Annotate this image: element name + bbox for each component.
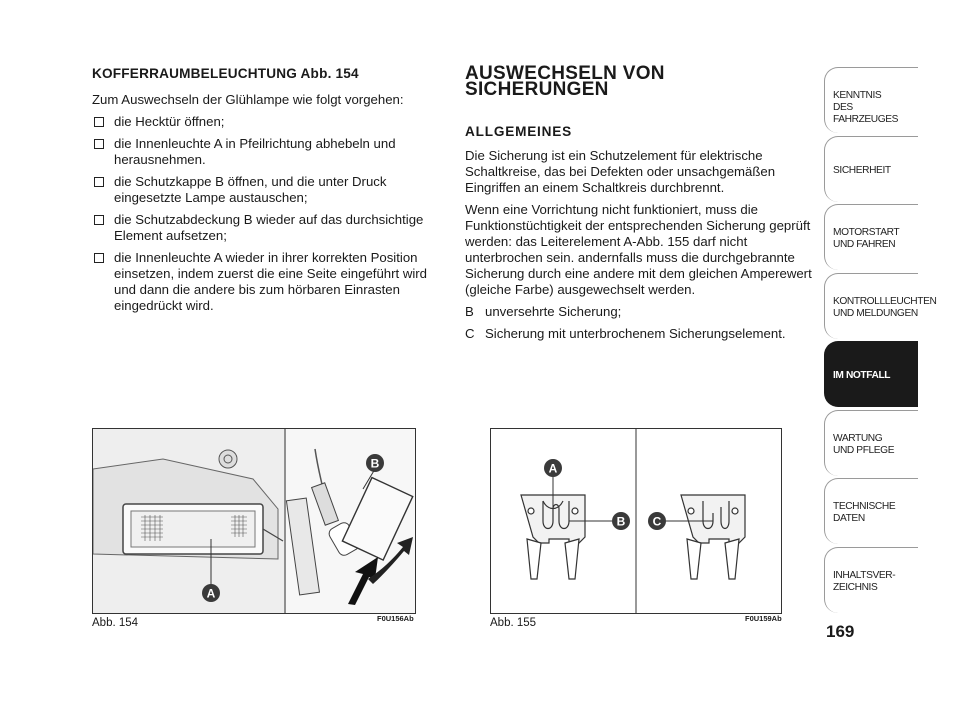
badge-a-text: A — [206, 586, 216, 601]
left-column — [92, 66, 442, 320]
step-item: die Schutzabdeckung B wieder auf das durchsichtige Element aufsetzen; — [92, 212, 442, 244]
intro-text: Zum Auswechseln der Glühlampe wie folgt vorgehen: — [92, 92, 404, 107]
tab-label: KONTROLLLEUCHTEN UND MELDUNGEN — [833, 295, 937, 319]
chapter-tabs — [824, 67, 937, 615]
figure-boot-light — [92, 428, 416, 614]
boot-light-illustration — [93, 429, 415, 613]
figure-caption-154: Abb. 154 — [92, 617, 139, 629]
legend-list — [465, 304, 813, 342]
legend-key: B — [465, 304, 474, 319]
middle-column — [465, 63, 813, 348]
figure-fuses — [490, 428, 782, 614]
step-item: die Innenleuchte A wieder in ihrer korrekten Position einsetzen, indem zuerst die eine Seite eingeführt wird und dann die andere bis zum hörbaren Einrasten eingedrückt wird. — [92, 250, 442, 314]
label-badge-c — [648, 512, 666, 530]
step-item: die Schutzkappe B öffnen, und die unter Druck eingesetzte Lampe austauschen; — [92, 174, 442, 206]
section-heading-fuses: AUSWECHSELN VON SICHERUNGEN — [465, 63, 665, 100]
badge-a-text: A — [548, 461, 558, 476]
legend-text: unversehrte Sicherung; — [485, 304, 622, 319]
figure-caption-155: Abb. 155 — [490, 617, 537, 629]
badge-c-text: C — [652, 514, 662, 529]
subheading-general: ALLGEMEINES — [465, 124, 572, 139]
label-badge-a — [544, 459, 562, 477]
tab-motorstart[interactable] — [824, 204, 918, 270]
tab-label: INHALTSVER- ZEICHNIS — [833, 569, 896, 593]
step-item: die Innenleuchte A in Pfeilrichtung abhebeln und herausnehmen. — [92, 136, 442, 168]
label-badge-b — [612, 512, 630, 530]
label-badge-a — [202, 584, 220, 602]
paragraph-fuse-definition: Die Sicherung ist ein Schutzelement für elektrische Schaltkreise, das bei Defekten oder unsachgemäßen Eingriffen an einem Schaltkreis durchbrennt. — [465, 148, 776, 195]
tab-label: WARTUNG UND PFLEGE — [833, 432, 895, 456]
legend-item — [465, 304, 813, 320]
section-heading-boot-light: KOFFERRAUMBELEUCHTUNG Abb. 154 — [92, 66, 359, 81]
figure-code-155: F0U159Ab — [745, 614, 782, 623]
label-badge-b — [366, 454, 384, 472]
tab-inhaltsverzeichnis[interactable] — [824, 547, 918, 613]
tab-sicherheit[interactable] — [824, 136, 918, 202]
paragraph-fuse-check: Wenn eine Vorrichtung nicht funktioniert, muss die Funktionstüchtigkeit der entsprechenden Sicherung geprüft werden: das Leiterelement A-Abb. 155 darf nicht unterbrochen sein. andernfalls muss die durchgebrannte Sicherung durch eine andere mit dem gleichen Amperewert (gleiche Farbe) ausgewechselt werden. — [465, 202, 812, 297]
tab-kenntnis[interactable] — [824, 67, 918, 133]
page-number: 169 — [826, 622, 855, 641]
tab-kontrollleuchten[interactable] — [824, 273, 937, 339]
legend-text: Sicherung mit unterbrochenem Sicherungselement. — [485, 326, 786, 341]
tab-technische-daten[interactable] — [824, 478, 918, 544]
badge-b-text: B — [370, 456, 380, 471]
tab-label: KENNTNIS DES FAHRZEUGES — [833, 90, 899, 125]
step-list — [92, 114, 442, 314]
figure-code-154: F0U156Ab — [377, 614, 414, 623]
tab-label: SICHERHEIT — [833, 164, 891, 176]
fuse-illustration — [491, 429, 781, 613]
tab-label: TECHNISCHE DATEN — [833, 501, 896, 524]
tab-label: IM NOTFALL — [833, 370, 891, 381]
badge-b-text: B — [616, 514, 626, 529]
step-item: die Hecktür öffnen; — [92, 114, 442, 130]
legend-key: C — [465, 326, 475, 341]
tab-wartung[interactable] — [824, 410, 918, 476]
tab-label: MOTORSTART UND FAHREN — [833, 227, 900, 250]
tab-im-notfall[interactable] — [824, 341, 918, 407]
legend-item — [465, 326, 813, 342]
